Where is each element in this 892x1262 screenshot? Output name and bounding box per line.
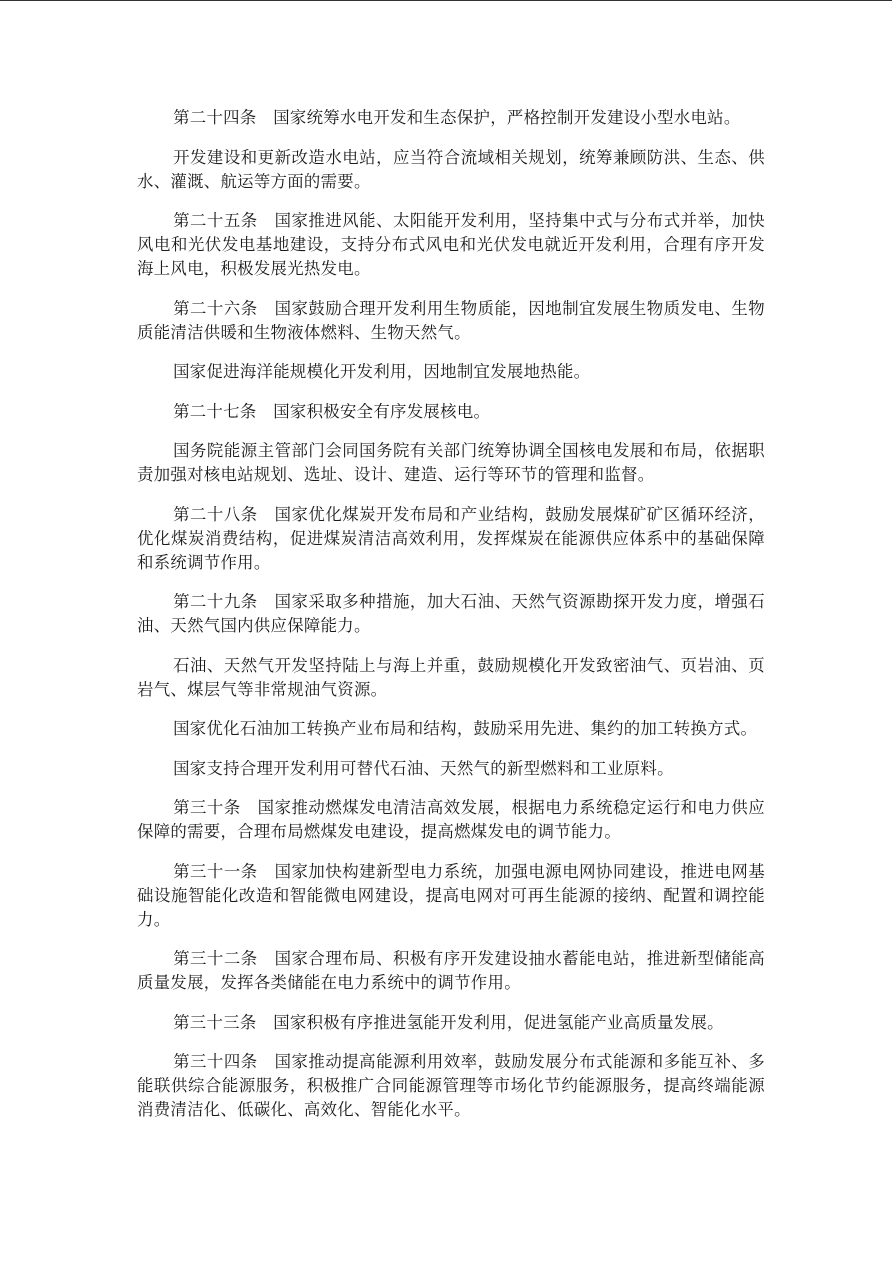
paragraph-article-25: 第二十五条 国家推进风能、太阳能开发利用，坚持集中式与分布式并举，加快风电和光伏发电基地建设，支持分布式风电和光伏发电就近开发利用，合理有序开发海上风电，积极发展光热发电。 [137,211,765,278]
paragraph-article-34: 第三十四条 国家推动提高能源利用效率，鼓励发展分布式能源和多能互补、多能联供综合能源服务，积极推广合同能源管理等市场化节约能源服务，提高终端能源消费清洁化、低碳化、高效化、智能化水平。 [137,1052,765,1119]
document-body [137,106,765,1138]
paragraph-alternative-fuels: 国家支持合理开发利用可替代石油、天然气的新型燃料和工业原料。 [173,758,674,778]
top-border-line [0,0,892,1]
paragraph-article-28: 第二十八条 国家优化煤炭开发布局和产业结构，鼓励发展煤矿矿区循环经济，优化煤炭消费结构，促进煤炭清洁高效利用，发挥煤炭在能源供应体系中的基础保障和系统调节作用。 [137,504,765,572]
paragraph-article-29: 第二十九条 国家采取多种措施，加大石油、天然气资源勘探开发力度，增强石油、天然气国内供应保障能力。 [137,592,765,635]
paragraph-oil-processing: 国家优化石油加工转换产业布局和结构，鼓励采用先进、集约的加工转换方式。 [173,719,758,738]
paragraph-oil-gas-development: 石油、天然气开发坚持陆上与海上并重，鼓励规模化开发致密油气、页岩油、页岩气、煤层气等非常规油气资源。 [137,655,765,699]
paragraph-article-32: 第三十二条 国家合理布局、积极有序开发建设抽水蓄能电站，推进新型储能高质量发展，发挥各类储能在电力系统中的调节作用。 [137,949,765,992]
paragraph-article-33: 第三十三条 国家积极有序推进氢能开发利用，促进氢能产业高质量发展。 [173,1012,724,1032]
paragraph-article-24: 第二十四条 国家统筹水电开发和生态保护，严格控制开发建设小型水电站。 [173,108,741,127]
paragraph-nuclear-oversight: 国务院能源主管部门会同国务院有关部门统筹协调全国核电发展和布局，依据职责加强对核电站规划、选址、设计、建造、运行等环节的管理和监督。 [137,441,765,484]
paragraph-article-26: 第二十六条 国家鼓励合理开发利用生物质能，因地制宜发展生物质发电、生物质能清洁供暖和生物液体燃料、生物天然气。 [137,298,765,342]
paragraph-hydropower-construction: 开发建设和更新改造水电站，应当符合流域相关规划，统筹兼顾防洪、生态、供水、灌溉、航运等方面的需要。 [137,147,765,191]
paragraph-article-30: 第三十条 国家推动燃煤发电清洁高效发展，根据电力系统稳定运行和电力供应保障的需要，合理布局燃煤发电建设，提高燃煤发电的调节能力。 [137,798,765,841]
paragraph-ocean-geothermal: 国家促进海洋能规模化开发利用，因地制宜发展地热能。 [173,362,591,381]
paragraph-article-31: 第三十一条 国家加快构建新型电力系统，加强电源电网协同建设，推进电网基础设施智能化改造和智能微电网建设，提高电网对可再生能源的接纳、配置和调控能力。 [137,861,765,929]
paragraph-article-27: 第二十七条 国家积极安全有序发展核电。 [173,401,491,421]
